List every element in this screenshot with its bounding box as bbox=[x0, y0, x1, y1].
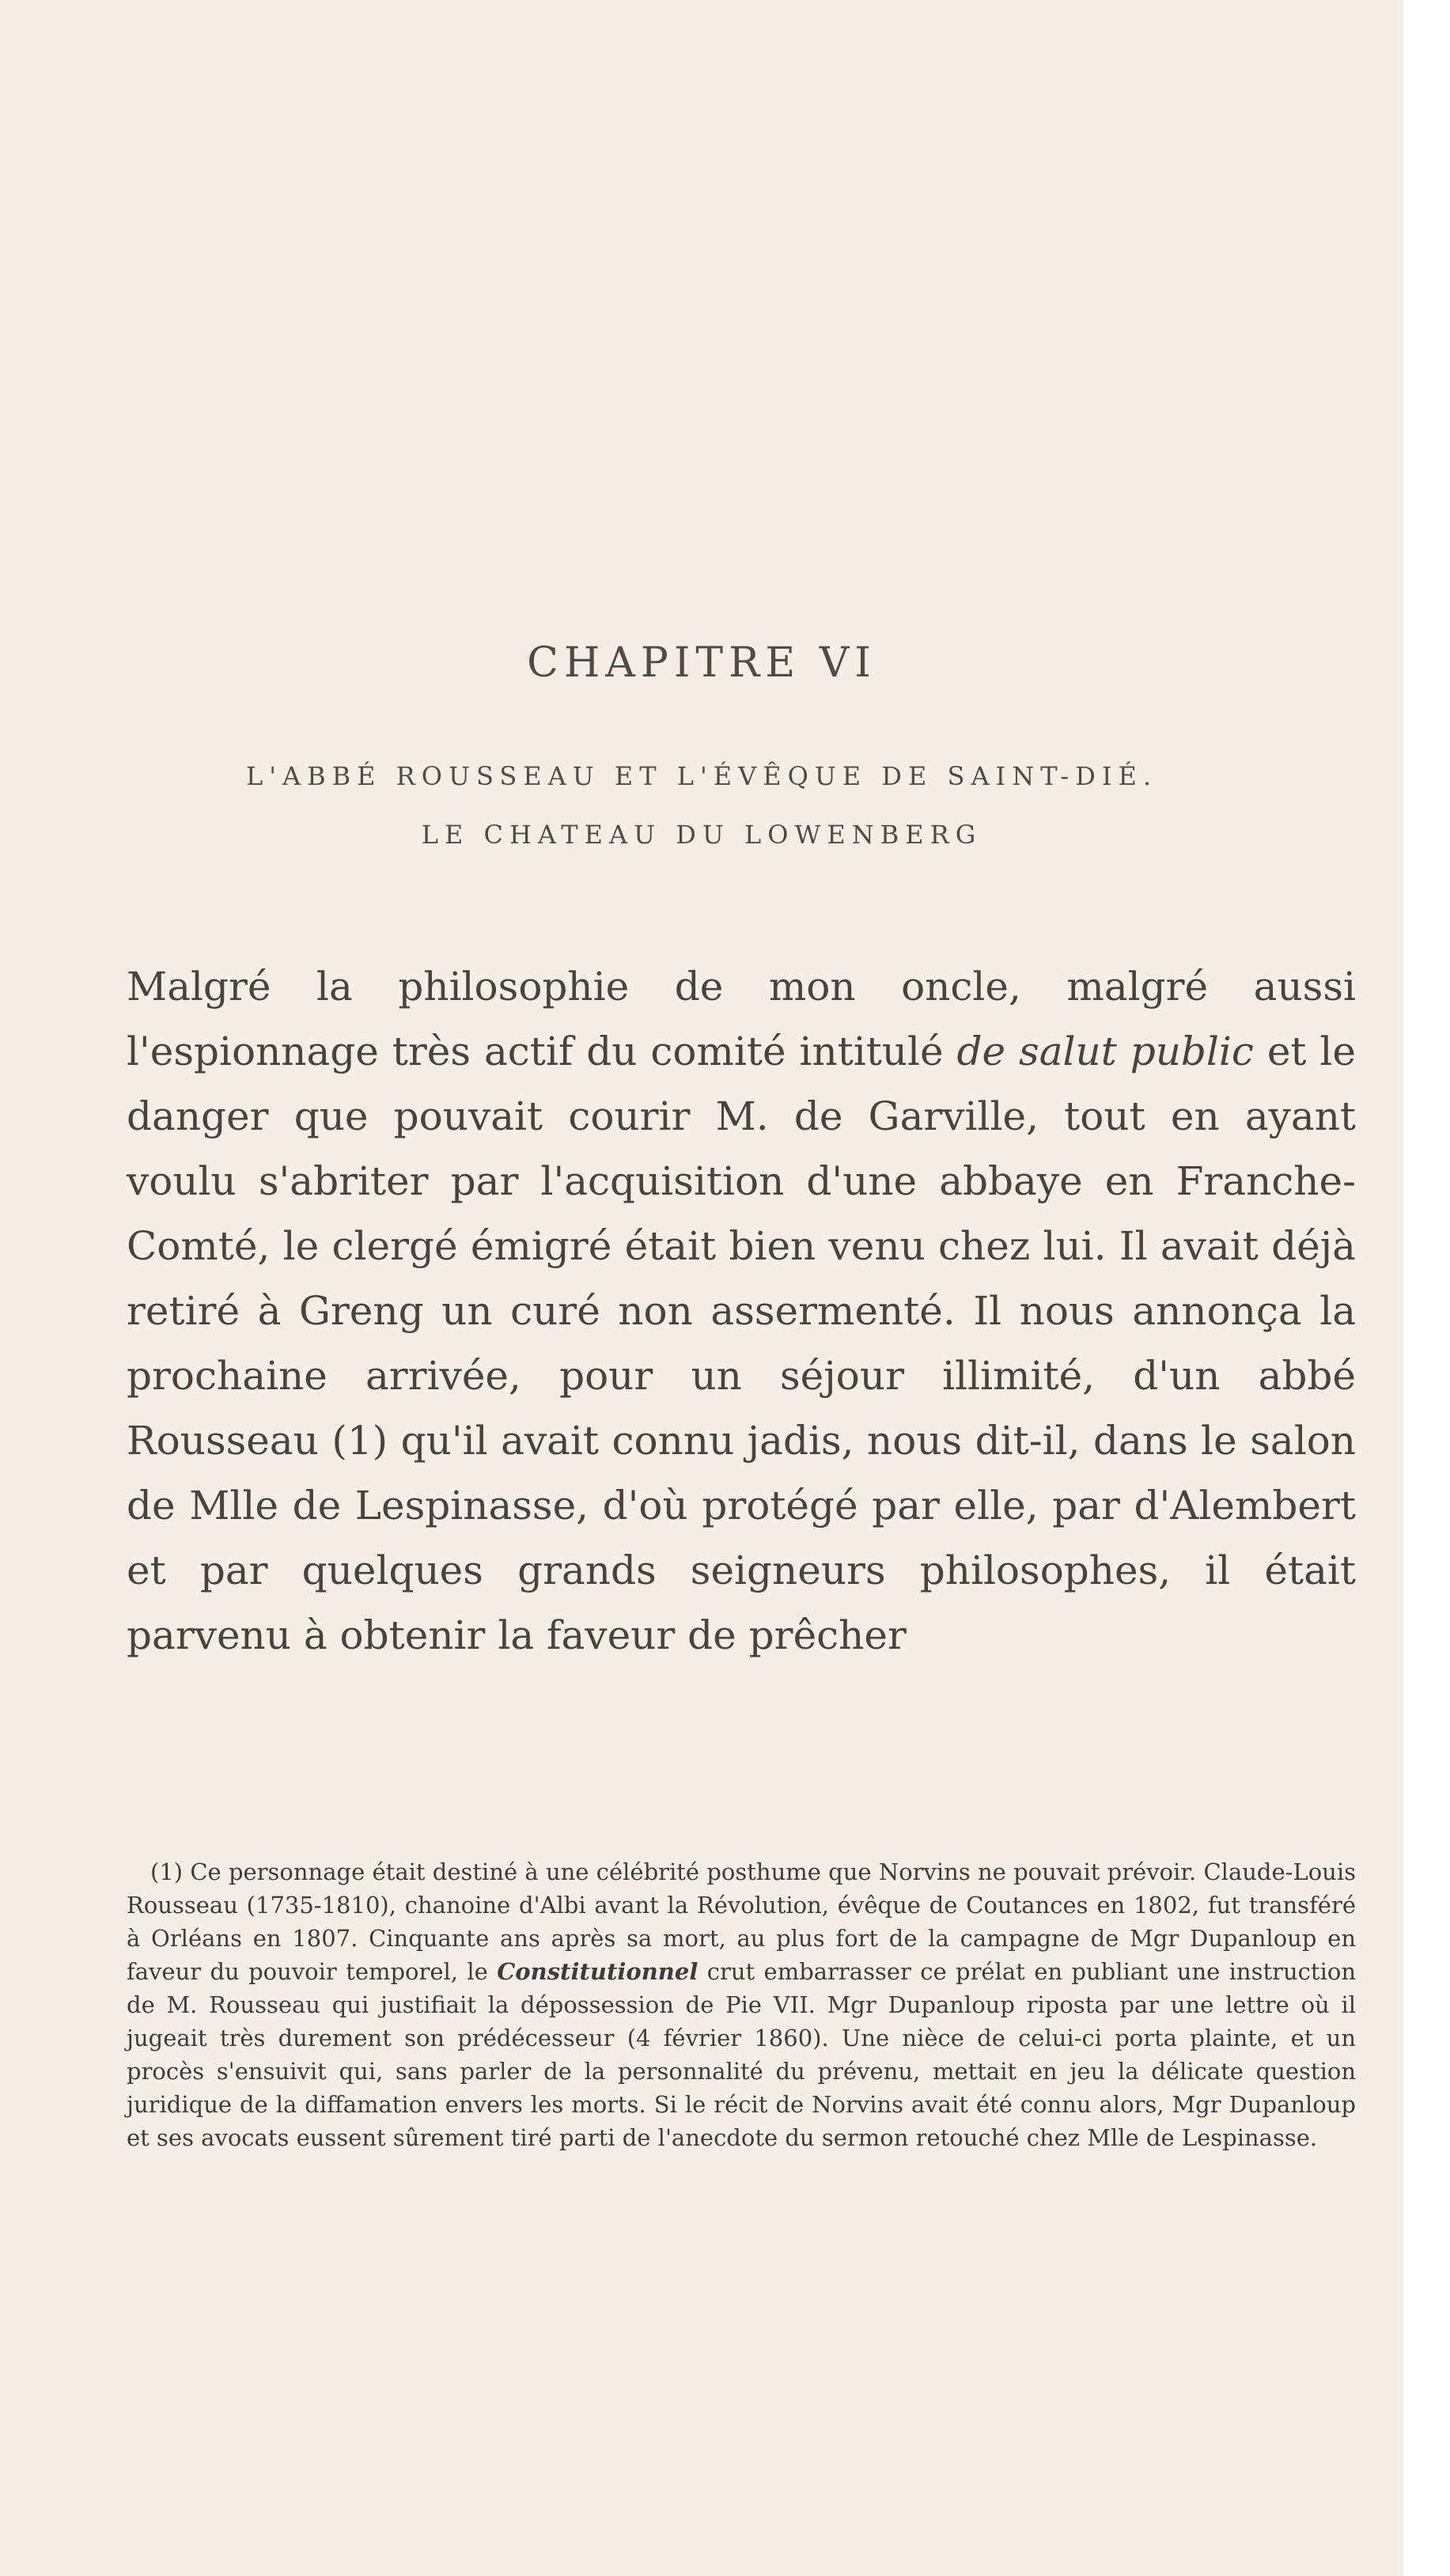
footnote-text-part-1: Ce personnage était destiné à une célébrité posthume que Norvins ne pouvait prévoir. Claude-Louis Rousseau (1735-1810), chanoine d'Albi avant la Révolution, évêque de Coutances en 1802, fut transféré à Orléans en 1807. Cinquante ans après sa mort, au plus fort de la campagne de Mgr Dupanloup en faveur du pouvoir temporel, le bbox=[127, 1858, 1356, 1985]
chapter-subtitle-line-2: LE CHATEAU DU LOWENBERG bbox=[421, 820, 982, 850]
footnote-marker: (1) bbox=[150, 1858, 184, 1885]
footnote-text-part-2: crut embarrasser ce prélat en publiant une instruction de M. Rousseau qui justifiait la dépossession de Pie VII. Mgr Dupanloup riposta par une lettre où il jugeait très durement son prédécesseur (4 février 1860). Une nièce de celui-ci porta plainte, et un procès s'ensuivit qui, sans parler de la personnalité du prévenu, mettait en jeu la délicate question juridique de la diffamation envers les morts. Si le récit de Norvins avait été connu alors, Mgr Dupanloup et ses avocats eussent sûrement tiré parti de l'anecdote du sermon retouché chez Mlle de Lespinasse. bbox=[127, 1958, 1356, 2151]
body-text-part-1: Malgré la philosophie de mon oncle, malgré aussi l'espionnage très actif du comité intitulé bbox=[127, 964, 1356, 1074]
body-text-part-2: et le danger que pouvait courir M. de Garville, tout en ayant voulu s'abriter par l'acquisition d'une abbaye en Franche-Comté, le clergé émigré était bien venu chez lui. Il avait déjà retiré à Greng un curé non assermenté. Il nous annonça la prochaine arrivée, pour un séjour illimité, d'un abbé Rousseau (1) qu'il avait connu jadis, nous dit-il, dans le salon de Mlle de Lespinasse, d'où protégé par elle, par d'Alembert et par quelques grands seigneurs philosophes, il était parvenu à obtenir la faveur de prêcher bbox=[127, 1029, 1356, 1658]
body-paragraph bbox=[127, 954, 1356, 1668]
chapter-title: CHAPITRE VI bbox=[527, 639, 876, 687]
footnote-italic-title: Constitutionnel bbox=[497, 1958, 698, 1985]
body-italic-phrase: de salut public bbox=[956, 1029, 1254, 1074]
chapter-subtitle-line-1: L'ABBÉ ROUSSEAU ET L'ÉVÊQUE DE SAINT-DIÉ. bbox=[245, 761, 1158, 791]
footnote bbox=[127, 1855, 1356, 2154]
